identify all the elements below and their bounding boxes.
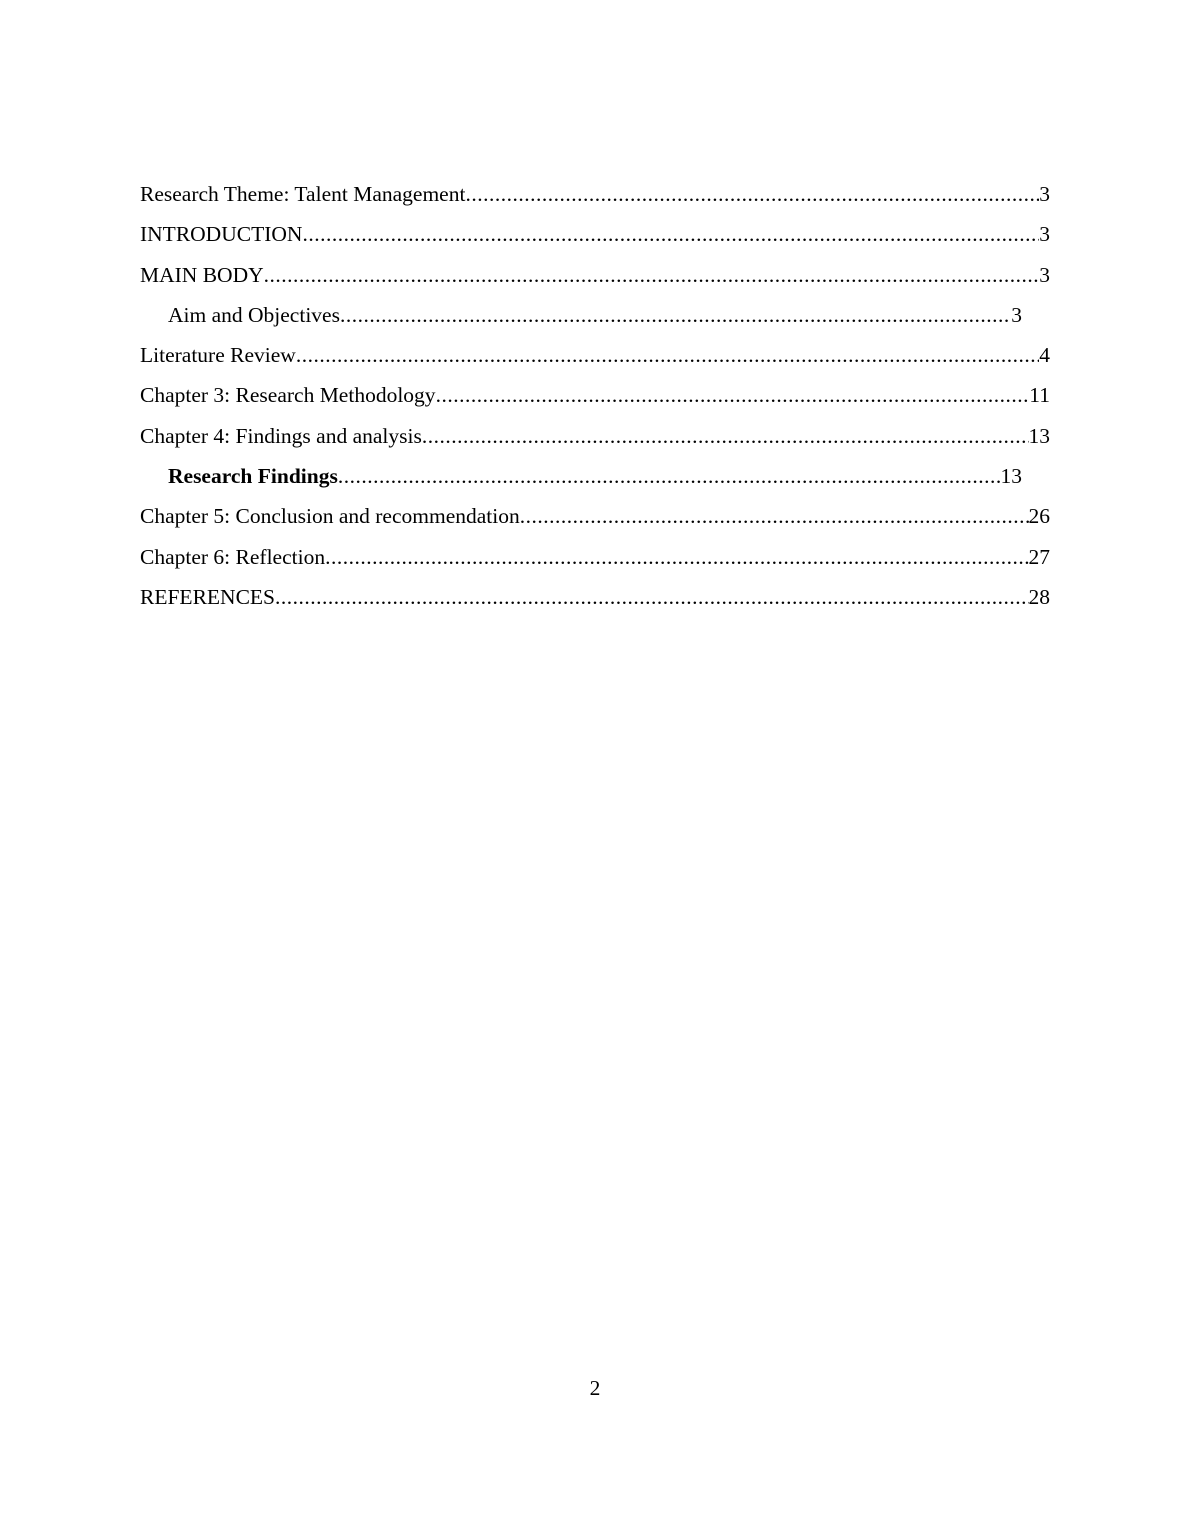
toc-entry-references[interactable] (140, 577, 1050, 617)
toc-entry-research-findings[interactable] (168, 456, 1022, 496)
toc-entry-page: 4 (1039, 343, 1050, 368)
toc-entry-page: 3 (1039, 262, 1050, 287)
toc-dot-leader (436, 375, 1030, 415)
toc-entry-chapter-5[interactable] (140, 496, 1050, 536)
toc-entry-literature-review[interactable] (140, 335, 1050, 375)
toc-entry-introduction[interactable] (140, 214, 1050, 254)
table-of-contents (140, 174, 1050, 617)
toc-dot-leader (302, 214, 1039, 254)
toc-dot-leader (465, 174, 1039, 214)
toc-entry-page: 28 (1028, 584, 1050, 609)
toc-entry-chapter-6[interactable] (140, 537, 1050, 577)
toc-entry-page: 3 (1039, 222, 1050, 247)
toc-entry-label: Chapter 4: Findings and analysis (140, 423, 422, 448)
toc-entry-label: Chapter 6: Reflection (140, 544, 326, 569)
toc-entry-label: Chapter 3: Research Methodology (140, 383, 436, 408)
toc-dot-leader (338, 456, 1001, 496)
toc-entry-page: 11 (1029, 383, 1050, 408)
toc-dot-leader (325, 537, 1028, 577)
toc-entry-label: Literature Review (140, 343, 296, 368)
toc-entry-label: Chapter 5: Conclusion and recommendation (140, 504, 520, 529)
toc-entry-label: Research Theme: Talent Management (140, 182, 466, 206)
toc-dot-leader (296, 335, 1039, 375)
toc-entry-label: Aim and Objectives (168, 302, 340, 327)
toc-entry-page: 13 (1028, 423, 1050, 448)
toc-entry-chapter-4[interactable] (140, 416, 1050, 456)
toc-entry-label: REFERENCES (140, 584, 275, 609)
toc-entry-label: INTRODUCTION (140, 222, 303, 247)
toc-entry-label: MAIN BODY (140, 262, 264, 287)
page-number: 2 (589, 1376, 601, 1400)
toc-entry-aim-and-objectives[interactable] (168, 295, 1022, 335)
toc-dot-leader (520, 496, 1029, 536)
toc-entry-page: 3 (1039, 182, 1050, 206)
toc-dot-leader (275, 577, 1029, 617)
toc-entry-chapter-3[interactable] (140, 375, 1050, 415)
toc-entry-page: 13 (1000, 464, 1022, 489)
toc-dot-leader (340, 295, 1011, 335)
toc-dot-leader (422, 416, 1029, 456)
toc-entry-label: Research Findings (168, 464, 338, 489)
toc-entry-main-body[interactable] (140, 255, 1050, 295)
toc-entry-page: 26 (1028, 504, 1050, 529)
toc-entry-page: 27 (1028, 544, 1050, 569)
toc-dot-leader (264, 255, 1040, 295)
toc-entry-page: 3 (1011, 302, 1022, 327)
toc-entry-research-theme[interactable] (140, 174, 1050, 214)
